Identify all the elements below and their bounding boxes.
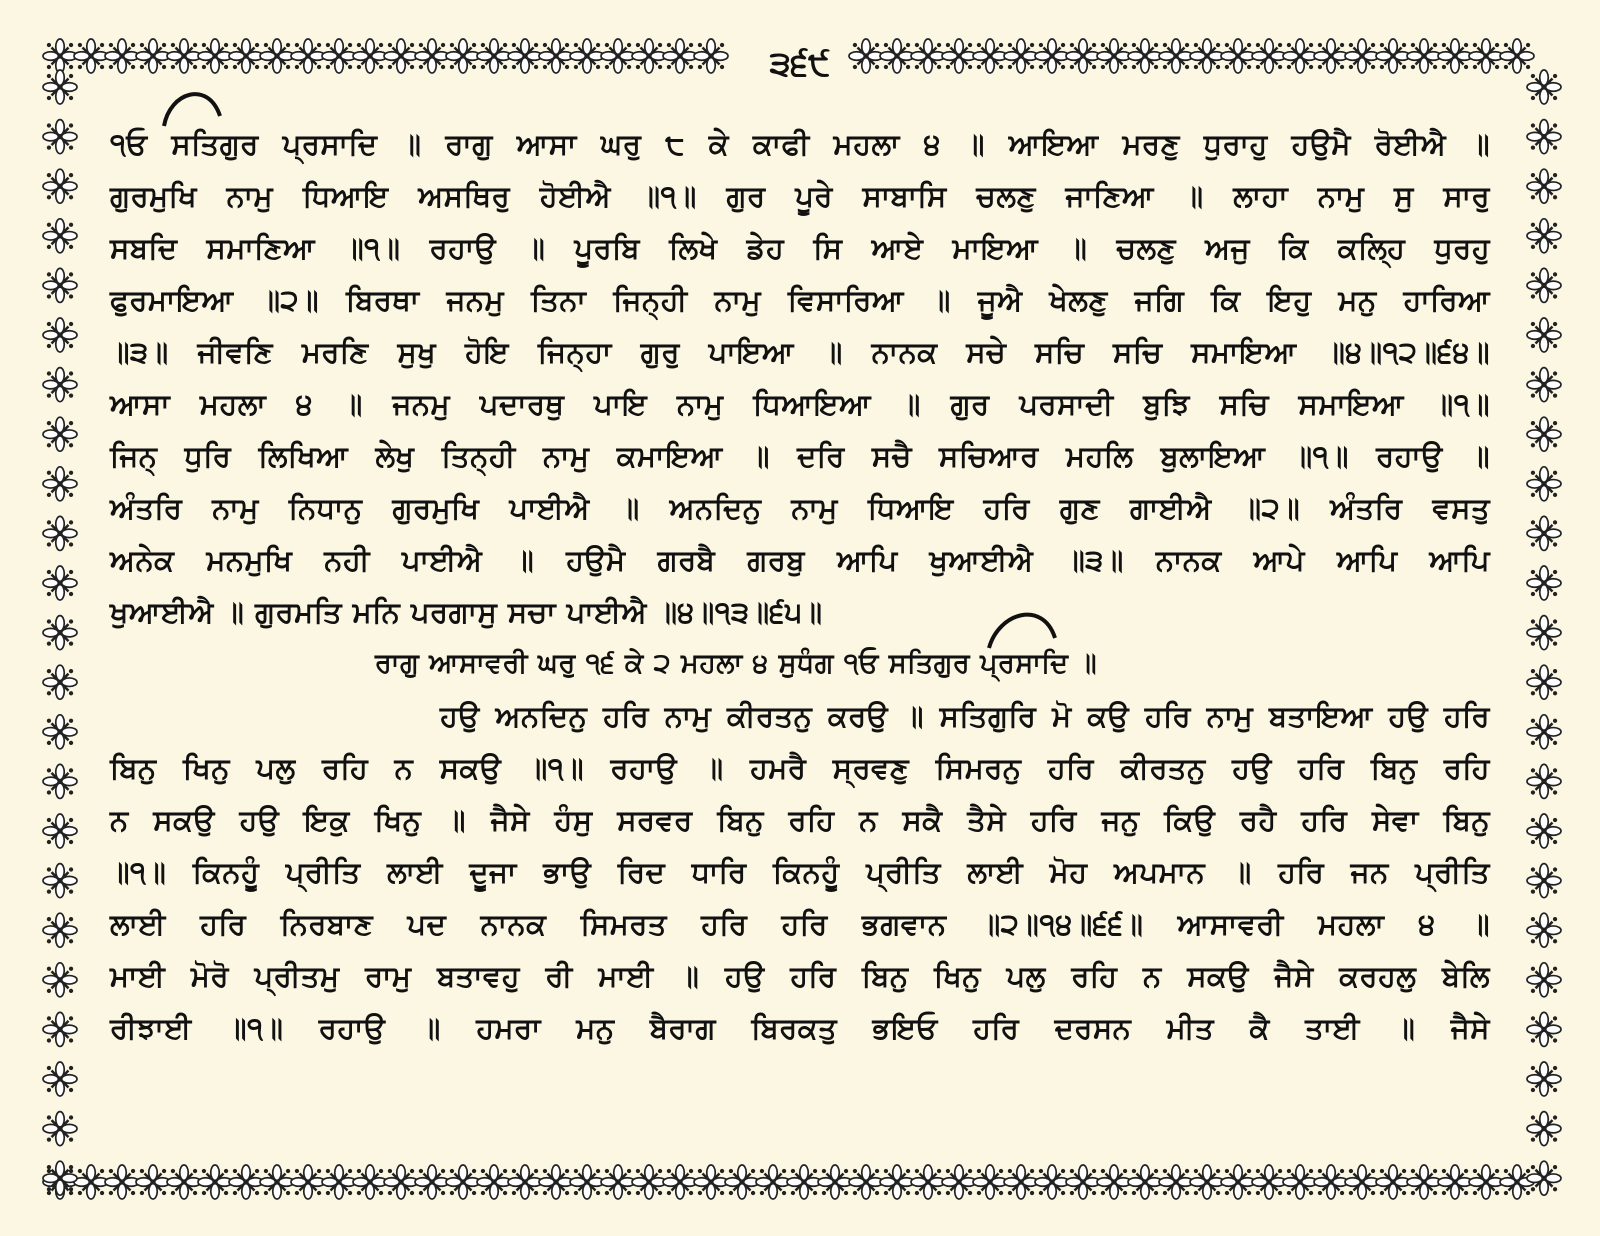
flower-ornament: [415, 39, 449, 73]
flower-ornament: [663, 39, 697, 73]
flower-ornament: [1097, 1165, 1131, 1199]
flower-ornament: [260, 39, 294, 73]
flower-ornament: [1438, 1165, 1472, 1199]
flower-ornament: [942, 1165, 976, 1199]
flower-ornament: [105, 1165, 139, 1199]
flower-ornament: [1469, 1165, 1503, 1199]
flower-ornament: [291, 1165, 325, 1199]
flower-ornament: [1527, 417, 1561, 451]
flower-ornament: [601, 1165, 635, 1199]
flower-ornament: [1500, 1165, 1534, 1199]
flower-ornament: [43, 1161, 77, 1195]
flower-ornament: [43, 1062, 77, 1096]
scripture-text: [110, 118, 1490, 1054]
flower-ornament: [353, 39, 387, 73]
flower-ornament: [415, 1165, 449, 1199]
flower-ornament: [43, 1112, 77, 1146]
flower-ornament: [694, 1165, 728, 1199]
text-line: ॥੩॥ ਜੀਵਣਿ ਮਰਣਿ ਸੁਖੁ ਹੋਇ ਜਿਨ੍ਹਾ ਗੁਰੁ ਪਾਇਆ ॥ ਨਾਨਕ ਸਚੇ ਸਚਿ ਸਚਿ ਸਮਾਇਆ ॥੪॥੧੨॥੬੪॥: [110, 335, 1490, 369]
flower-ornament: [43, 268, 77, 302]
flower-ornament: [942, 39, 976, 73]
flower-ornament: [694, 39, 728, 73]
flower-ornament: [1376, 39, 1410, 73]
flower-ornament: [1438, 39, 1472, 73]
flower-ornament: [1097, 39, 1131, 73]
text-line: ੧ਓ ਸਤਿਗੁਰ ਪ੍ਰਸਾਦਿ ॥ ਰਾਗੁ ਆਸਾ ਘਰੁ ੮ ਕੇ ਕਾਫੀ ਮਹਲਾ ੪ ॥ ਆਇਆ ਮਰਣੁ ਧੁਰਾਹੁ ਹਉਮੈ ਰੋਈਐ ॥: [110, 127, 1490, 161]
flower-ornament: [1252, 39, 1286, 73]
flower-ornament: [446, 39, 480, 73]
text-line: ਜਿਨ੍ ਧੁਰਿ ਲਿਖਿਆ ਲੇਖੁ ਤਿਨ੍ਹੀ ਨਾਮੁ ਕਮਾਇਆ ॥ ਦਰਿ ਸਚੈ ਸਚਿਆਰ ਮਹਲਿ ਬੁਲਾਇਆ ॥੧॥ ਰਹਾਉ ॥: [110, 439, 1490, 473]
text-line: ਰੀਝਾਈ ॥੧॥ ਰਹਾਉ ॥ ਹਮਰਾ ਮਨੁ ਬੈਰਾਗ ਬਿਰਕਤੁ ਭਇਓ ਹਰਿ ਦਰਸਨ ਮੀਤ ਕੈ ਤਾਈ ॥ ਜੈਸੇ: [110, 1011, 1490, 1045]
flower-ornament: [1527, 516, 1561, 550]
flower-ornament: [849, 39, 883, 73]
flower-ornament: [787, 1165, 821, 1199]
flower-ornament: [1066, 1165, 1100, 1199]
flower-ornament: [260, 1165, 294, 1199]
flower-ornament: [43, 814, 77, 848]
flower-ornament: [291, 39, 325, 73]
flower-ornament: [43, 219, 77, 253]
flower-ornament: [1004, 39, 1038, 73]
ik-onkar-arc-1: [160, 82, 230, 132]
flower-ornament: [1283, 1165, 1317, 1199]
flower-ornament: [756, 1165, 790, 1199]
flower-ornament: [43, 616, 77, 650]
flower-ornament: [105, 39, 139, 73]
flower-ornament: [43, 864, 77, 898]
text-line: ਫੁਰਮਾਇਆ ॥੨॥ ਬਿਰਥਾ ਜਨਮੁ ਤਿਨਾ ਜਿਨ੍ਹੀ ਨਾਮੁ ਵਿਸਾਰਿਆ ॥ ਜੂਐ ਖੇਲਣੁ ਜਗਿ ਕਿ ਇਹੁ ਮਨੁ ਹਾਰਿਆ: [110, 283, 1490, 317]
flower-ornament: [43, 417, 77, 451]
flower-ornament: [322, 1165, 356, 1199]
flower-ornament: [167, 1165, 201, 1199]
flower-ornament: [1527, 1012, 1561, 1046]
flower-ornament: [384, 39, 418, 73]
page-number: ੩੬੯: [760, 44, 840, 84]
text-line: ਖੁਆਈਐ ॥ ਗੁਰਮਤਿ ਮਨਿ ਪਰਗਾਸੁ ਸਚਾ ਪਾਈਐ ॥੪॥੧੩॥੬੫॥: [110, 595, 823, 629]
flower-ornament: [1527, 616, 1561, 650]
flower-ornament: [43, 1012, 77, 1046]
text-line: ਬਿਨੁ ਖਿਨੁ ਪਲੁ ਰਹਿ ਨ ਸਕਉ ॥੧॥ ਰਹਾਉ ॥ ਹਮਰੈ ਸ੍ਰਵਣੁ ਸਿਮਰਨੁ ਹਰਿ ਕੀਰਤਨੁ ਹਉ ਹਰਿ ਬਿਨੁ ਰਹਿ: [110, 751, 1490, 785]
flower-ornament: [1252, 1165, 1286, 1199]
flower-ornament: [43, 39, 77, 73]
flower-ornament: [973, 39, 1007, 73]
flower-ornament: [1128, 1165, 1162, 1199]
text-line: ਗੁਰਮੁਖਿ ਨਾਮੁ ਧਿਆਇ ਅਸਥਿਰੁ ਹੋਈਐ ॥੧॥ ਗੁਰ ਪੂਰੇ ਸਾਬਾਸਿ ਚਲਣੁ ਜਾਣਿਆ ॥ ਲਾਹਾ ਨਾਮੁ ਸੁ ਸਾਰੁ: [110, 179, 1490, 213]
flower-ornament: [1221, 1165, 1255, 1199]
flower-ornament: [1035, 39, 1069, 73]
flower-ornament: [818, 1165, 852, 1199]
text-line: ਆਸਾ ਮਹਲਾ ੪ ॥ ਜਨਮੁ ਪਦਾਰਥੁ ਪਾਇ ਨਾਮੁ ਧਿਆਇਆ ॥ ਗੁਰ ਪਰਸਾਦੀ ਬੁਝਿ ਸਚਿ ਸਮਾਇਆ ॥੧॥: [110, 387, 1490, 421]
flower-ornament: [1527, 1112, 1561, 1146]
ik-onkar-arc-2: [985, 602, 1065, 652]
flower-ornament: [663, 1165, 697, 1199]
flower-ornament: [1527, 467, 1561, 501]
flower-ornament: [74, 39, 108, 73]
flower-ornament: [1128, 39, 1162, 73]
flower-ornament: [570, 39, 604, 73]
flower-ornament: [1221, 39, 1255, 73]
flower-ornament: [1527, 318, 1561, 352]
flower-ornament: [1527, 814, 1561, 848]
flower-ornament: [508, 1165, 542, 1199]
text-line: ਅੰਤਰਿ ਨਾਮੁ ਨਿਧਾਨੁ ਗੁਰਮੁਖਿ ਪਾਈਐ ॥ ਅਨਦਿਨੁ ਨਾਮੁ ਧਿਆਇ ਹਰਿ ਗੁਣ ਗਾਈਐ ॥੨॥ ਅੰਤਰਿ ਵਸਤੁ: [110, 491, 1490, 525]
flower-ornament: [1283, 39, 1317, 73]
flower-ornament: [43, 169, 77, 203]
flower-ornament: [198, 39, 232, 73]
flower-ornament: [1314, 1165, 1348, 1199]
text-line: ਮਾਈ ਮੋਰੋ ਪ੍ਰੀਤਮੁ ਰਾਮੁ ਬਤਾਵਹੁ ਰੀ ਮਾਈ ॥ ਹਉ ਹਰਿ ਬਿਨੁ ਖਿਨੁ ਪਲੁ ਰਹਿ ਨ ਸਕਉ ਜੈਸੇ ਕਰਹਲੁ ਬੇਲਿ: [110, 959, 1490, 993]
flower-ornament: [1527, 715, 1561, 749]
text-line: ਸਬਦਿ ਸਮਾਣਿਆ ॥੧॥ ਰਹਾਉ ॥ ਪੂਰਬਿ ਲਿਖੇ ਡੇਹ ਸਿ ਆਏ ਮਾਇਆ ॥ ਚਲਣੁ ਅਜੁ ਕਿ ਕਲ੍ਹਿ ਧੁਰਹੁ: [110, 231, 1490, 265]
flower-ornament: [43, 963, 77, 997]
flower-ornament: [198, 1165, 232, 1199]
text-line: ਨ ਸਕਉ ਹਉ ਇਕੁ ਖਿਨੁ ॥ ਜੈਸੇ ਹੰਸੁ ਸਰਵਰ ਬਿਨੁ ਰਹਿ ਨ ਸਕੈ ਤੈਸੇ ਹਰਿ ਜਨੁ ਕਿਉ ਰਹੈ ਹਰਿ ਸੇਵਾ ਬਿਨੁ: [110, 803, 1490, 837]
flower-ornament: [43, 467, 77, 501]
flower-ornament: [570, 1165, 604, 1199]
flower-ornament: [43, 764, 77, 798]
flower-ornament: [1527, 368, 1561, 402]
flower-ornament: [1159, 1165, 1193, 1199]
flower-ornament: [1376, 1165, 1410, 1199]
flower-ornament: [1190, 1165, 1224, 1199]
flower-ornament: [911, 1165, 945, 1199]
flower-ornament: [1345, 39, 1379, 73]
flower-ornament: [1527, 764, 1561, 798]
flower-ornament: [880, 1165, 914, 1199]
flower-ornament: [322, 39, 356, 73]
flower-ornament: [384, 1165, 418, 1199]
flower-ornament: [973, 1165, 1007, 1199]
flower-ornament: [632, 1165, 666, 1199]
flower-ornament: [477, 1165, 511, 1199]
flower-ornament: [1527, 268, 1561, 302]
flower-ornament: [477, 39, 511, 73]
text-line: ਲਾਈ ਹਰਿ ਨਿਰਬਾਣ ਪਦ ਨਾਨਕ ਸਿਮਰਤ ਹਰਿ ਹਰਿ ਭਗਵਾਨ ॥੨॥੧੪॥੬੬॥ ਆਸਾਵਰੀ ਮਹਲਾ ੪ ॥: [110, 907, 1490, 941]
flower-ornament: [849, 1165, 883, 1199]
flower-ornament: [1527, 169, 1561, 203]
text-line: ਹਉ ਅਨਦਿਨੁ ਹਰਿ ਨਾਮੁ ਕੀਰਤਨੁ ਕਰਉ ॥ ਸਤਿਗੁਰਿ ਮੋ ਕਉ ਹਰਿ ਨਾਮੁ ਬਤਾਇਆ ਹਉ ਹਰਿ: [440, 699, 1490, 733]
flower-ornament: [880, 39, 914, 73]
flower-ornament: [1527, 665, 1561, 699]
flower-ornament: [1527, 1161, 1561, 1195]
flower-ornament: [43, 715, 77, 749]
flower-ornament: [632, 39, 666, 73]
flower-ornament: [725, 1165, 759, 1199]
flower-ornament: [43, 70, 77, 104]
flower-ornament: [539, 39, 573, 73]
text-line: ਅਨੇਕ ਮਨਮੁਖਿ ਨਹੀ ਪਾਈਐ ॥ ਹਉਮੈ ਗਰਬੈ ਗਰਬੁ ਆਪਿ ਖੁਆਈਐ ॥੩॥ ਨਾਨਕ ਆਪੇ ਆਪਿ ਆਪਿ: [110, 543, 1490, 577]
flower-ornament: [508, 39, 542, 73]
flower-ornament: [446, 1165, 480, 1199]
flower-ornament: [1314, 39, 1348, 73]
flower-ornament: [43, 120, 77, 154]
flower-ornament: [601, 39, 635, 73]
flower-ornament: [1500, 39, 1534, 73]
flower-ornament: [1407, 39, 1441, 73]
flower-ornament: [136, 39, 170, 73]
flower-ornament: [1469, 39, 1503, 73]
flower-ornament: [1159, 39, 1193, 73]
flower-ornament: [43, 516, 77, 550]
flower-ornament: [911, 39, 945, 73]
flower-ornament: [1527, 219, 1561, 253]
flower-ornament: [1004, 1165, 1038, 1199]
text-line: ॥੧॥ ਕਿਨਹੂੰ ਪ੍ਰੀਤਿ ਲਾਈ ਦੂਜਾ ਭਾਉ ਰਿਦ ਧਾਰਿ ਕਿਨਹੂੰ ਪ੍ਰੀਤਿ ਲਾਈ ਮੋਹ ਅਪਮਾਨ ॥ ਹਰਿ ਜਨ ਪ੍ਰੀਤਿ: [110, 855, 1490, 889]
flower-ornament: [1527, 864, 1561, 898]
flower-ornament: [43, 318, 77, 352]
flower-ornament: [229, 1165, 263, 1199]
flower-ornament: [43, 566, 77, 600]
flower-ornament: [136, 1165, 170, 1199]
flower-ornament: [1345, 1165, 1379, 1199]
flower-ornament: [1527, 70, 1561, 104]
flower-ornament: [43, 368, 77, 402]
flower-ornament: [229, 39, 263, 73]
flower-ornament: [1066, 39, 1100, 73]
flower-ornament: [1527, 566, 1561, 600]
flower-ornament: [539, 1165, 573, 1199]
flower-ornament: [353, 1165, 387, 1199]
flower-ornament: [1527, 963, 1561, 997]
flower-ornament: [167, 39, 201, 73]
flower-ornament: [1527, 913, 1561, 947]
flower-ornament: [1407, 1165, 1441, 1199]
flower-ornament: [1035, 1165, 1069, 1199]
flower-ornament: [1190, 39, 1224, 73]
flower-ornament: [43, 665, 77, 699]
raag-heading: ਰਾਗੁ ਆਸਾਵਰੀ ਘਰੁ ੧੬ ਕੇ ੨ ਮਹਲਾ ੪ ਸੁਧੰਗ ੧ਓ ਸਤਿਗੁਰ ਪ੍ਰਸਾਦਿ ॥: [375, 648, 1098, 679]
flower-ornament: [43, 913, 77, 947]
flower-ornament: [74, 1165, 108, 1199]
flower-ornament: [1527, 120, 1561, 154]
flower-ornament: [1527, 1062, 1561, 1096]
